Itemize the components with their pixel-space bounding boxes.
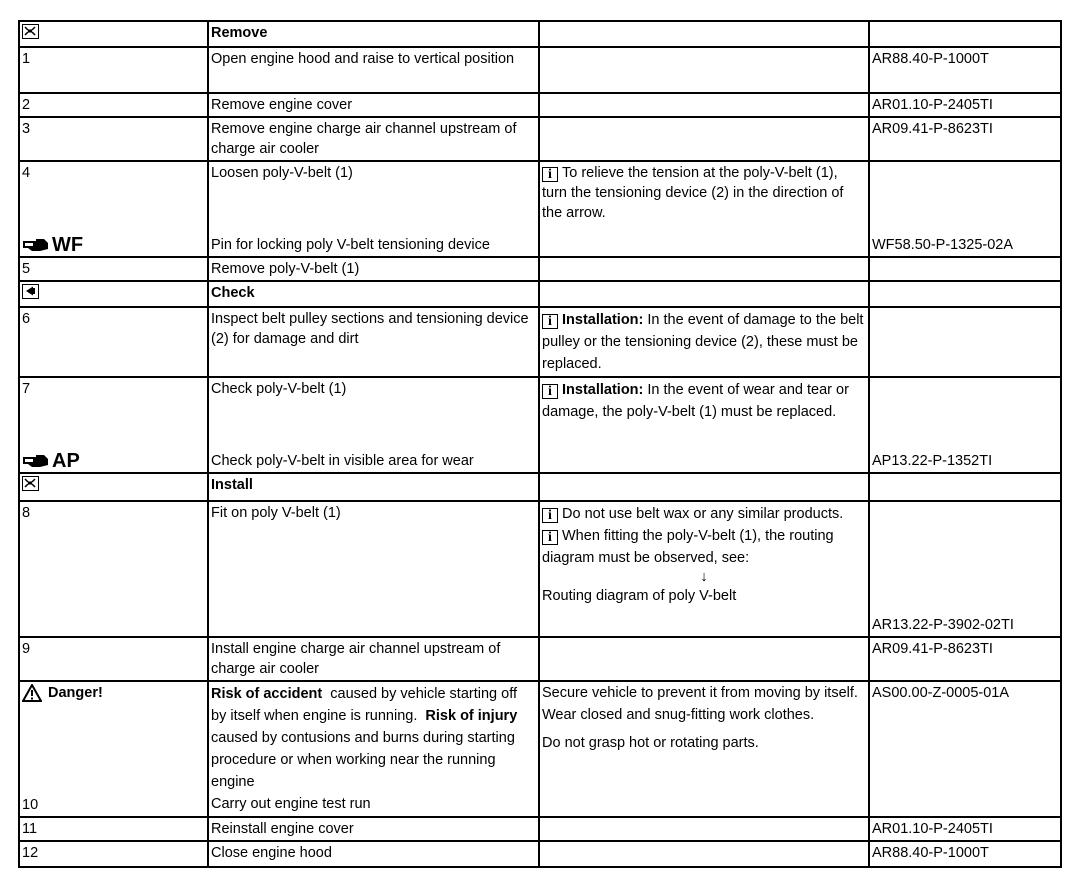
check-icon	[22, 284, 39, 299]
step-number: 11	[19, 817, 208, 841]
work-reference-marker: AP	[22, 451, 205, 471]
procedure-table	[18, 20, 1062, 868]
danger-text: Risk of accident caused by vehicle starting off by itself when engine is running. Risk of injury caused by contusions and burns during starting procedure or when working near the running engine	[211, 686, 522, 790]
document-ref-link[interactable]: AP13.22-P-1352TI	[872, 453, 993, 469]
warning-triangle-icon	[22, 684, 42, 702]
step-text: Remove poly-V-belt (1)	[208, 257, 539, 281]
step-text: Remove engine cover	[208, 93, 539, 117]
step-row-1	[19, 47, 1061, 93]
note-label: Installation:	[562, 382, 644, 398]
document-ref-link[interactable]: AR13.22-P-3902-02TI	[872, 617, 1014, 633]
step-row-6	[19, 307, 1061, 377]
note-label: Installation:	[562, 312, 644, 328]
note-text: Do not use belt wax or any similar products.	[562, 506, 844, 522]
section-row-check	[19, 281, 1061, 307]
section-title: Remove	[208, 21, 539, 47]
step-number: 3	[19, 117, 208, 161]
document-ref-link[interactable]: AR01.10-P-2405TI	[869, 93, 1061, 117]
step-number: 2	[19, 93, 208, 117]
step-number: 6	[19, 307, 208, 377]
section-row-install	[19, 473, 1061, 501]
step-row-11	[19, 817, 1061, 841]
note-text: In the event of wear and tear or damage, the poly-V-belt (1) must be replaced.	[542, 382, 849, 420]
remove-icon	[22, 24, 39, 39]
document-ref-link[interactable]: AR09.41-P-8623TI	[869, 117, 1061, 161]
install-icon	[22, 476, 39, 491]
step-row-5	[19, 257, 1061, 281]
step-text: Open engine hood and raise to vertical position	[208, 47, 539, 93]
section-row-remove	[19, 21, 1061, 47]
step-number: 1	[19, 47, 208, 93]
down-arrow-icon: ↓	[700, 569, 708, 585]
step-text: Remove engine charge air channel upstream of charge air cooler	[208, 117, 539, 161]
section-title: Install	[208, 473, 539, 501]
pointing-hand-icon	[22, 453, 50, 469]
step-text: Close engine hood	[208, 841, 539, 867]
routing-diagram-link[interactable]: Routing diagram of poly V-belt	[542, 588, 737, 604]
step-text: Inspect belt pulley sections and tensioning device (2) for damage and dirt	[208, 307, 539, 377]
info-icon: i	[542, 314, 558, 329]
step-text: Carry out engine test run	[211, 796, 371, 812]
step-row-2	[19, 93, 1061, 117]
section-icon-cell	[19, 21, 208, 47]
pointing-hand-icon	[22, 237, 50, 253]
step-text: Fit on poly V-belt (1)	[208, 501, 539, 637]
document-ref-link[interactable]: AR01.10-P-2405TI	[869, 817, 1061, 841]
step-number: 12	[19, 841, 208, 867]
note-text: To relieve the tension at the poly-V-belt (1), turn the tensioning device (2) in the direction of the arrow.	[542, 165, 844, 221]
document-ref-link[interactable]: AR88.40-P-1000T	[869, 47, 1061, 93]
info-icon: i	[542, 167, 558, 182]
info-icon: i	[542, 384, 558, 399]
document-ref-link[interactable]: AS00.00-Z-0005-01A	[869, 681, 1061, 817]
tool-description: Pin for locking poly V-belt tensioning device	[211, 237, 490, 253]
document-ref-link[interactable]: AR09.41-P-8623TI	[869, 637, 1061, 681]
danger-label: Danger!	[22, 683, 205, 703]
step-row-4	[19, 161, 1061, 257]
step-row-10	[19, 681, 1061, 817]
measure-text: Wear closed and snug-fitting work clothes.	[542, 707, 815, 723]
step-text: Reinstall engine cover	[208, 817, 539, 841]
step-row-9	[19, 637, 1061, 681]
note-text: When fitting the poly-V-belt (1), the routing diagram must be observed, see:	[542, 528, 834, 566]
step-number: 8	[19, 501, 208, 637]
step-text: Check poly-V-belt (1)	[211, 381, 347, 397]
step-row-8	[19, 501, 1061, 637]
section-title: Check	[208, 281, 539, 307]
step-number: 9	[19, 637, 208, 681]
step-text: Install engine charge air channel upstream of charge air cooler	[208, 637, 539, 681]
step-number: 10	[22, 797, 39, 813]
special-tool-marker: WF	[22, 235, 205, 255]
procedure-document	[18, 20, 1052, 868]
measure-text: Secure vehicle to prevent it from moving by itself.	[542, 685, 858, 701]
measure-text: Do not grasp hot or rotating parts.	[542, 735, 759, 751]
step-row-7	[19, 377, 1061, 473]
step-text: Loosen poly-V-belt (1)	[211, 165, 353, 181]
step-number: 7	[22, 381, 31, 397]
document-ref-link[interactable]: AR88.40-P-1000T	[869, 841, 1061, 867]
info-icon: i	[542, 508, 558, 523]
document-ref-link[interactable]: WF58.50-P-1325-02A	[872, 237, 1014, 253]
step-number: 5	[19, 257, 208, 281]
step-row-12	[19, 841, 1061, 867]
info-icon: i	[542, 530, 558, 545]
note-text: In the event of damage to the belt pulley or the tensioning device (2), these must be replaced.	[542, 312, 864, 372]
step-number: 4	[22, 165, 31, 181]
step-row-3	[19, 117, 1061, 161]
work-description: Check poly-V-belt in visible area for wear	[211, 453, 474, 469]
